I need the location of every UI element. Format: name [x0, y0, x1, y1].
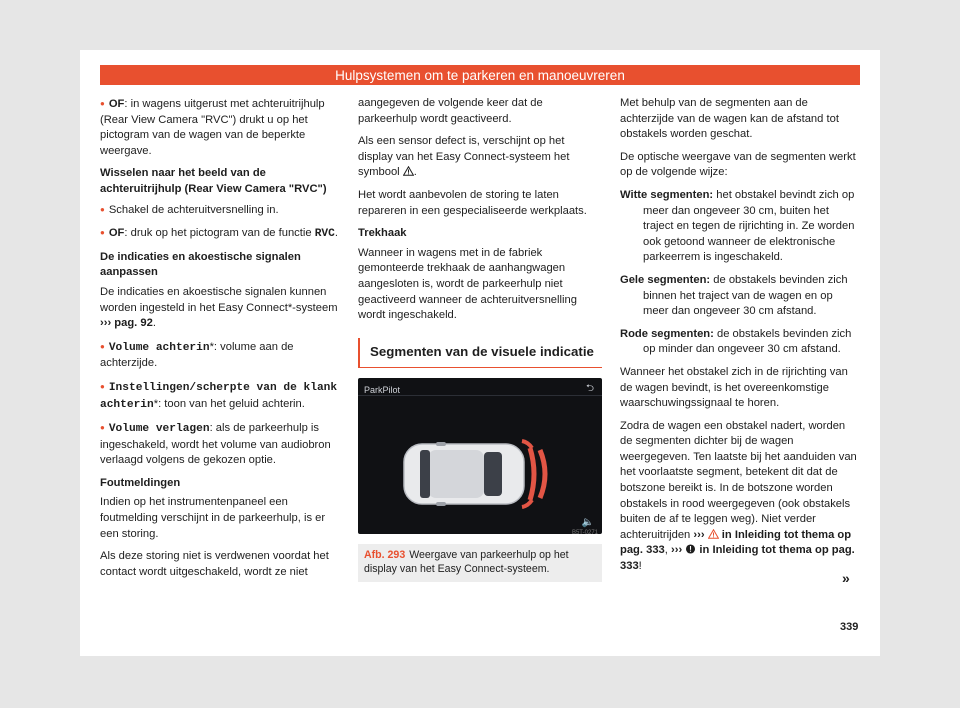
- page-number: 339: [840, 621, 859, 633]
- paragraph: aangegeven de volgende keer dat de parkeerhulp wordt geactiveerd.: [358, 97, 543, 125]
- bullet-item: ● Instellingen/scherpte van de klank achterin*: toon van het geluid achterin.: [100, 379, 344, 413]
- subheading: Wisselen naar het beeld van de achteruitrijhulp (Rear View Camera "RVC"): [100, 167, 327, 195]
- notice-reference-link[interactable]: ››› in Inleiding tot thema op pag. 333: [620, 544, 855, 573]
- definition-item: Gele segmenten: de obstakels bevinden zich binnen het traject van de wagen en op meer dan ongeveer 30 cm afstand.: [620, 273, 848, 318]
- subheading: Foutmeldingen: [100, 476, 181, 489]
- continue-mark: »: [842, 570, 850, 586]
- paragraph: Indien op het instrumentenpaneel een foutmelding verschijnt in de parkeerhulp, is er een storing.: [100, 496, 326, 540]
- paragraph: Wanneer in wagens met in de fabriek gemonteerde trekhaak de aanhangwagen aangesloten is, wordt de parkeerhulp niet geactiveerd wanneer de achteruitversnelling wordt ingeschakeld.: [358, 246, 577, 322]
- warning-reference-link[interactable]: ››› in Inleiding tot thema op pag. 333: [620, 528, 852, 557]
- column-1: [100, 96, 344, 587]
- page-reference-link[interactable]: ››› pag. 92: [100, 317, 153, 330]
- figure-label: Afb. 293: [364, 549, 406, 562]
- subheading: De indicaties en akoestische signalen aanpassen: [100, 250, 301, 279]
- figure-code: B5T-0271: [571, 530, 598, 537]
- info-circle-icon: [685, 544, 696, 554]
- definition-item: Rode segmenten: de obstakels bevinden zich op minder dan ongeveer 30 cm afstand.: [620, 327, 852, 356]
- paragraph: De indicaties en akoestische signalen kunnen worden ingesteld in het Easy Connect*-systeem ››› pag. 92.: [100, 285, 338, 330]
- bullet-item: ● Volume verlagen: als de parkeerhulp is ingeschakeld, wordt het volume van audiobron verlaagd volgens de gekozen optie.: [100, 420, 344, 469]
- paragraph: Zodra de wagen een obstakel nadert, worden de segmenten dichter bij de wagen weergegeven. Ten laatste bij het aanduiden van het voorlaatste segment, betekent dit dat de botszone bereikt is. In de botszone worden obstakels in rood weergegeven (ook obstakels buiten de af te leggen weg). Niet verder achteruitrijden ››› in Inleiding tot thema op pag. 333, ››› in Inleiding tot thema op pag. 333!: [620, 419, 857, 573]
- bullet-item: ● Volume achterin*: volume aan de achterzijde.: [100, 339, 344, 372]
- parkpilot-display-figure: [358, 378, 602, 534]
- figure-caption: Afb. 293 Weergave van parkeerhulp op het display van het Easy Connect-systeem.: [358, 544, 602, 582]
- column-2: [358, 96, 602, 582]
- bullet-item: ● Schakel de achteruitversnelling in.: [100, 202, 344, 219]
- warning-triangle-icon: [403, 166, 414, 176]
- paragraph: Als deze storing niet is verdwenen voordat het contact wordt uitgeschakeld, wordt ze niet: [100, 550, 329, 578]
- paragraph: Wanneer het obstakel zich in de rijrichting van de wagen bevindt, is het overeenkomstige waarschuwingssignaal te horen.: [620, 365, 848, 410]
- paragraph: Met behulp van de segmenten aan de achterzijde van de wagen kan de afstand tot obstakels worden geschat.: [620, 97, 839, 141]
- subheading: Trekhaak: [358, 227, 407, 240]
- chapter-header: [100, 65, 860, 85]
- bullet-item: ● OF: in wagens uitgerust met achteruitrijhulp (Rear View Camera "RVC") drukt u op het pictogram van de wagen van de beperkte weergave.: [100, 96, 344, 159]
- paragraph: De optische weergave van de segmenten werkt op de volgende wijze:: [620, 150, 856, 179]
- section-heading: Segmenten van de visuele indicatie: [358, 338, 602, 369]
- definition-item: Witte segmenten: het obstakel bevindt zich op meer dan ongeveer 30 cm, buiten het traject en tegen de rijrichting in. Ze worden ook getoond wanneer de elektronische parkeerrem is ingeschakeld.: [620, 188, 855, 264]
- chapter-title: Hulpsystemen om te parkeren en manoeuvreren: [335, 67, 625, 83]
- column-3: [620, 96, 860, 582]
- paragraph: Het wordt aanbevolen de storing te laten repareren in een gespecialiseerde werkplaats.: [358, 188, 587, 217]
- definition-list: [620, 188, 860, 358]
- paragraph: Als een sensor defect is, verschijnt op het display van het Easy Connect-systeem het symbool .: [358, 135, 570, 179]
- bullet-item: ● OF: druk op het pictogram van de functie RVC.: [100, 225, 344, 243]
- speaker-icon[interactable]: 🔈: [581, 516, 594, 528]
- warning-triangle-icon: [708, 529, 719, 539]
- display-title: ParkPilot: [364, 385, 401, 396]
- back-icon[interactable]: ⮌: [585, 383, 594, 395]
- car-top-view-icon: [358, 378, 602, 534]
